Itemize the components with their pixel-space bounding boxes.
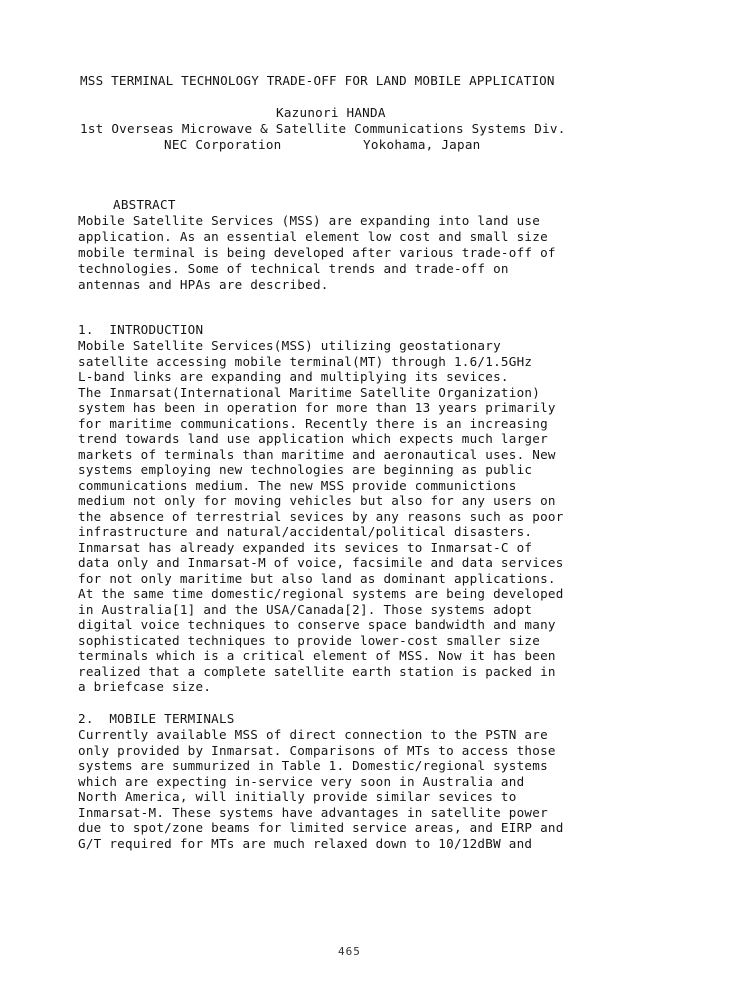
body-line: Mobile Satellite Services(MSS) utilizing geostationary xyxy=(78,338,501,353)
body-line: realized that a complete satellite earth station is packed in xyxy=(78,663,556,679)
abstract-heading: ABSTRACT xyxy=(113,197,176,212)
body-line: L-band links are expanding and multiplying its sevices. xyxy=(78,369,509,384)
body-line: digital voice techniques to conserve space bandwidth and many xyxy=(78,617,556,632)
body-line: systems employing new technologies are beginning as public xyxy=(78,462,533,477)
abstract-line: technologies. Some of technical trends and trade-off on xyxy=(78,261,509,276)
body-line: communications medium. The new MSS provide communictions xyxy=(78,477,517,493)
abstract-line: Mobile Satellite Services (MSS) are expanding into land use xyxy=(78,213,541,228)
page-number: 465 xyxy=(338,945,361,958)
body-line: which are expecting in-service very soon in Australia and xyxy=(78,773,525,789)
author-organization: NEC Corporation xyxy=(164,137,282,152)
body-line: satellite accessing mobile terminal(MT) through 1.6/1.5GHz xyxy=(78,353,533,369)
body-line: for maritime communications. Recently there is an increasing xyxy=(78,415,548,431)
body-line: system has been in operation for more than 13 years primarily xyxy=(78,400,556,415)
body-line: data only and Inmarsat-M of voice, facsimile and data services xyxy=(78,555,564,570)
body-line: At the same time domestic/regional systems are being developed xyxy=(78,586,564,601)
body-line: Currently available MSS of direct connection to the PSTN are xyxy=(78,727,548,742)
paper-title: MSS TERMINAL TECHNOLOGY TRADE-OFF FOR LAND MOBILE APPLICATION xyxy=(80,73,555,88)
body-line: terminals which is a critical element of MSS. Now it has been xyxy=(78,648,556,663)
body-line: North America, will initially provide similar sevices to xyxy=(78,789,517,804)
abstract-line: application. As an essential element low cost and small size xyxy=(78,229,548,244)
body-line: medium not only for moving vehicles but also for any users on xyxy=(78,493,556,508)
body-line: G/T required for MTs are much relaxed down to 10/12dBW and xyxy=(78,835,533,851)
body-line: Inmarsat has already expanded its sevices to Inmarsat-C of xyxy=(78,539,533,555)
section-2-heading: 2. MOBILE TERMINALS xyxy=(78,711,235,726)
section-1-heading: 1. INTRODUCTION xyxy=(78,322,204,337)
body-line: markets of terminals than maritime and aeronautical uses. New xyxy=(78,446,556,462)
body-line: due to spot/zone beams for limited service areas, and EIRP and xyxy=(78,820,564,835)
body-line: trend towards land use application which expects much larger xyxy=(78,431,548,446)
body-line: Inmarsat-M. These systems have advantages in satellite power xyxy=(78,804,548,820)
body-line: only provided by Inmarsat. Comparisons of MTs to access those xyxy=(78,742,556,758)
author-name: Kazunori HANDA xyxy=(276,105,386,120)
author-affiliation: 1st Overseas Microwave & Satellite Communications Systems Div. xyxy=(80,121,566,136)
body-line: for not only maritime but also land as dominant applications. xyxy=(78,570,556,586)
abstract-line: mobile terminal is being developed after various trade-off of xyxy=(78,245,556,260)
body-line: sophisticated techniques to provide lower-cost smaller size xyxy=(78,632,541,648)
abstract-line: antennas and HPAs are described. xyxy=(78,277,329,292)
body-line: the absence of terrestrial sevices by any reasons such as poor xyxy=(78,508,564,524)
body-line: The Inmarsat(International Maritime Satellite Organization) xyxy=(78,384,541,400)
author-location: Yokohama, Japan xyxy=(363,137,481,152)
body-line: in Australia[1] and the USA/Canada[2]. Those systems adopt xyxy=(78,601,533,617)
body-line: a briefcase size. xyxy=(78,679,212,694)
body-line: infrastructure and natural/accidental/political disasters. xyxy=(78,524,533,539)
body-line: systems are summurized in Table 1. Domestic/regional systems xyxy=(78,758,548,773)
